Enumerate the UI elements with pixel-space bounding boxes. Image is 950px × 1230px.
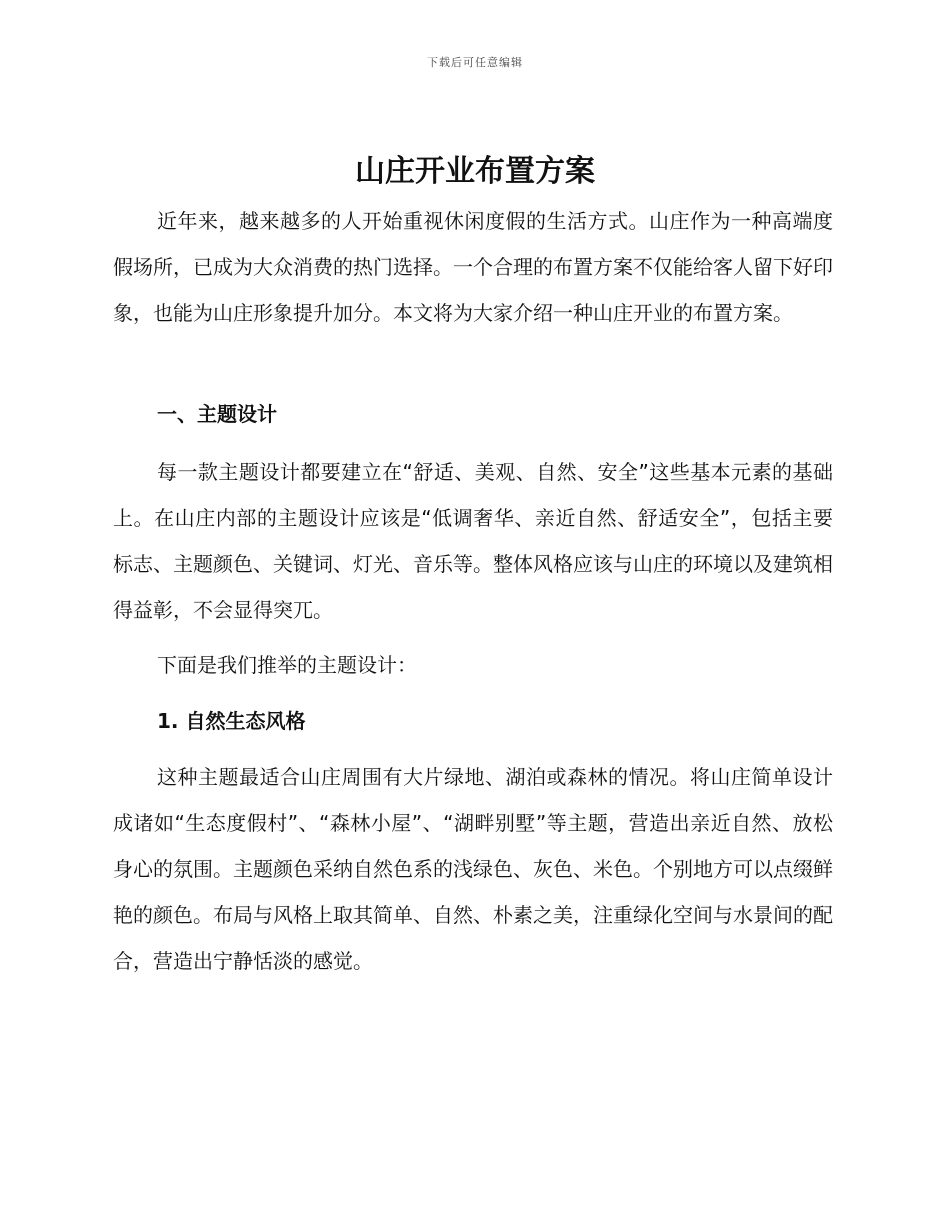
natural-eco-style-paragraph: 这种主题最适合山庄周围有大片绿地、湖泊或森林的情况。将山庄简单设计成诸如“生态度假村”、“森林小屋”、“湖畔别墅”等主题，营造出亲近自然、放松身心的氛围。主题颜色采纳自然色系的浅绿色、灰色、米色。个别地方可以点缀鲜艳的颜色。布局与风格上取其简单、自然、朴素之美，注重绿化空间与水景间的配合，营造出宁静恬淡的感觉。 (113, 765, 833, 973)
theme-design-paragraph: 每一款主题设计都要建立在“舒适、美观、自然、安全”这些基本元素的基础上。在山庄内部的主题设计应该是“低调奢华、亲近自然、舒适安全”，包括主要标志、主题颜色、关键词、灯光、音乐等。整体风格应该与山庄的环境以及建筑相得益彰，不会显得突兀。 (113, 460, 833, 622)
intro-paragraph: 近年来，越来越多的人开始重视休闲度假的生活方式。山庄作为一种高端度假场所，已成为大众消费的热门选择。一个合理的布置方案不仅能给客人留下好印象，也能为山庄形象提升加分。本文将为大家介绍一种山庄开业的布置方案。 (113, 209, 833, 325)
subheading-natural-eco-style: 1. 自然生态风格 (157, 709, 306, 733)
section-heading-theme-design: 一、主题设计 (157, 402, 277, 426)
document-title: 山庄开业布置方案 (355, 154, 595, 189)
header-note: 下载后可任意编辑 (427, 56, 523, 69)
theme-design-lead: 下面是我们推举的主题设计： (157, 653, 417, 677)
